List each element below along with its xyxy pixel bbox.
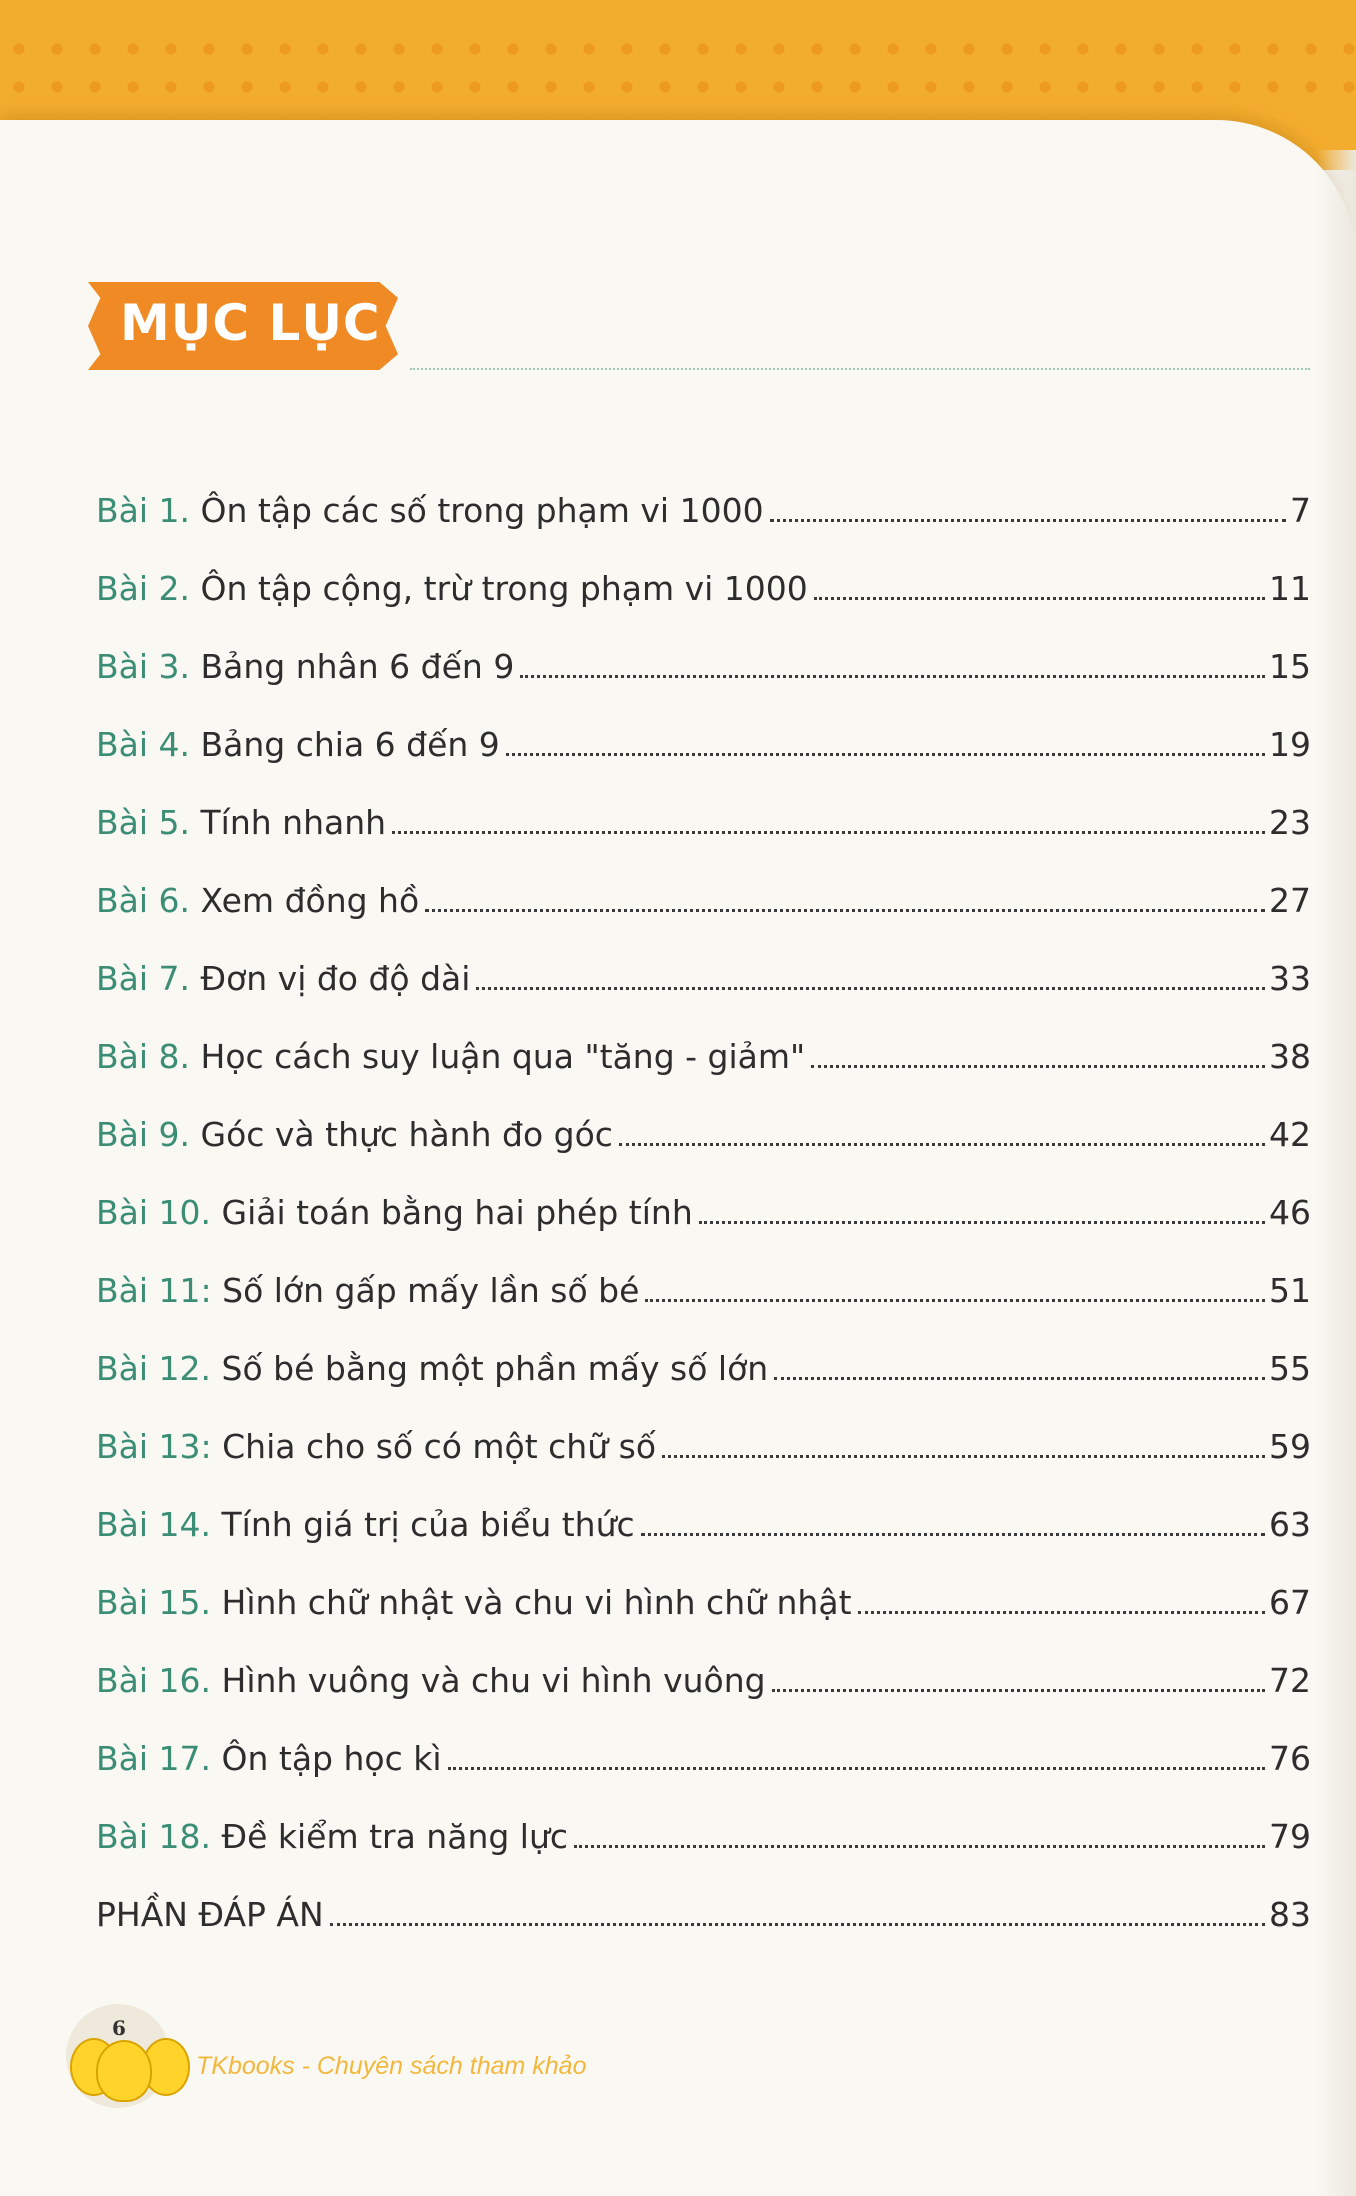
toc-entry-title [96,1817,568,1856]
toc-entry[interactable] [96,1094,1311,1154]
leader-dots [392,831,1265,834]
toc-entry[interactable] [96,1484,1311,1544]
toc-entry-page: 33 [1269,959,1311,998]
toc-entry-text: Bảng chia 6 đến 9 [190,725,500,764]
toc-entry-text: Ôn tập học kì [211,1739,442,1778]
toc-entry-number: Bài 11: [96,1271,212,1310]
toc-entry-page: 7 [1290,491,1311,530]
leader-dots [476,987,1265,990]
toc-entry-page: 76 [1269,1739,1311,1778]
toc-entry-number: Bài 9. [96,1115,191,1154]
toc-entry-title [96,491,764,530]
page-title: MỤC LỤC [120,294,381,352]
leader-dots [448,1767,1266,1770]
toc-entry-page: 67 [1269,1583,1311,1622]
toc-entry-text: Tính nhanh [190,803,387,842]
toc-entry-title [96,881,419,920]
leader-dots [858,1611,1265,1614]
toc-entry-title [96,725,500,764]
toc-entry[interactable] [96,626,1311,686]
leader-dots [774,1377,1265,1380]
leader-dots [330,1923,1265,1926]
toc-entry-number: Bài 6. [96,881,191,920]
leader-dots [811,1065,1265,1068]
toc-entry[interactable] [96,548,1311,608]
toc-entry-page: 79 [1269,1817,1311,1856]
toc-entry-number: Bài 15. [96,1583,212,1622]
leader-dots [699,1221,1265,1224]
toc-entry[interactable] [96,938,1311,998]
toc-entry-title [96,803,386,842]
toc-entry-text: Đề kiểm tra năng lực [211,1817,569,1856]
toc-entry[interactable] [96,1562,1311,1622]
leader-dots [770,519,1286,522]
toc-entry-answers[interactable] [96,1874,1311,1934]
toc-entry-page: 83 [1269,1895,1311,1934]
page-number: 6 [112,2016,126,2040]
toc-entry-page: 19 [1269,725,1311,764]
leader-dots [662,1455,1265,1458]
toc-entry-number: Bài 5. [96,803,191,842]
toc-entry-page: 15 [1269,647,1311,686]
toc-entry[interactable] [96,1796,1311,1856]
toc-entry-page: 63 [1269,1505,1311,1544]
toc-entry-number: Bài 7. [96,959,191,998]
toc-entry-page: 27 [1269,881,1311,920]
toc-entry-title [96,569,808,608]
footer-publisher-text: TKbooks - Chuyên sách tham khảo [196,2052,587,2080]
toc-entry-page: 11 [1269,569,1311,608]
leader-dots [520,675,1265,678]
toc-entry[interactable] [96,1406,1311,1466]
toc-entry-number: Bài 8. [96,1037,191,1076]
toc-entry-text: Ôn tập các số trong phạm vi 1000 [190,491,764,530]
toc-entry-number: Bài 2. [96,569,191,608]
toc-entry-number: Bài 13: [96,1427,212,1466]
leader-dots [619,1143,1265,1146]
toc-entry-text: Tính giá trị của biểu thức [211,1505,635,1544]
toc-entry-title [96,1037,805,1076]
elephant-mascot-icon [96,2040,152,2102]
toc-entry-text: PHẦN ĐÁP ÁN [96,1895,324,1934]
toc-entry-text: Góc và thực hành đo góc [190,1115,613,1154]
toc-entry[interactable] [96,1016,1311,1076]
toc-entry-number: Bài 3. [96,647,191,686]
toc-entry-title [96,1193,693,1232]
toc-entry-page: 46 [1269,1193,1311,1232]
toc-entry-text: Số bé bằng một phần mấy số lớn [211,1349,769,1388]
toc-entry[interactable] [96,704,1311,764]
leader-dots [772,1689,1265,1692]
dot-pattern [0,30,1356,120]
toc-entry-number: Bài 16. [96,1661,212,1700]
toc-entry-title [96,1505,635,1544]
leader-dots [641,1533,1265,1536]
toc-entry[interactable] [96,470,1311,530]
toc-entry[interactable] [96,1328,1311,1388]
toc-entry-number: Bài 4. [96,725,191,764]
leader-dots [645,1299,1265,1302]
toc-entry-page: 55 [1269,1349,1311,1388]
toc-entry-title [96,959,470,998]
leader-dots [506,753,1265,756]
toc-entry[interactable] [96,1172,1311,1232]
toc-entry-number: Bài 14. [96,1505,212,1544]
toc-entry-text: Ôn tập cộng, trừ trong phạm vi 1000 [190,569,808,608]
toc-entry-title [96,1583,852,1622]
toc-entry-text: Bảng nhân 6 đến 9 [190,647,515,686]
toc-entry-title [96,1661,766,1700]
toc-entry-text: Hình chữ nhật và chu vi hình chữ nhật [211,1583,852,1622]
leader-dots [574,1845,1265,1848]
toc-entry[interactable] [96,1250,1311,1310]
toc-entry-title [96,1739,442,1778]
leader-dots [814,597,1265,600]
toc-entry-number: Bài 1. [96,491,191,530]
leader-dots [425,909,1265,912]
toc-entry-page: 23 [1269,803,1311,842]
toc-entry-number: Bài 10. [96,1193,212,1232]
toc-entry-page: 51 [1269,1271,1311,1310]
toc-entry-text: Học cách suy luận qua "tăng - giảm" [190,1037,806,1076]
toc-entry-title [96,647,514,686]
toc-entry-text: Giải toán bằng hai phép tính [211,1193,693,1232]
toc-entry-text: Đơn vị đo độ dài [190,959,471,998]
page-edge-shadow [1316,150,1356,2196]
toc-entry-title [96,1895,324,1934]
toc-entry[interactable] [96,1718,1311,1778]
toc-entry-title [96,1115,613,1154]
toc-entry-title [96,1427,656,1466]
toc-entry-text: Xem đồng hồ [190,881,420,920]
toc-entry-title [96,1271,639,1310]
toc-entry-number: Bài 18. [96,1817,212,1856]
toc-entry-page: 59 [1269,1427,1311,1466]
toc-entry-number: Bài 17. [96,1739,212,1778]
toc-entry-page: 42 [1269,1115,1311,1154]
toc-entry-text: Chia cho số có một chữ số [211,1427,657,1466]
toc-entry[interactable] [96,860,1311,920]
toc-entry-number: Bài 12. [96,1349,212,1388]
toc-entry-text: Số lớn gấp mấy lần số bé [211,1271,640,1310]
toc-entry-page: 72 [1269,1661,1311,1700]
toc-entry[interactable] [96,1640,1311,1700]
toc-entry-title [96,1349,768,1388]
title-rule [410,368,1310,370]
toc-entry-text: Hình vuông và chu vi hình vuông [211,1661,766,1700]
toc-entry[interactable] [96,782,1311,842]
toc-entry-page: 38 [1269,1037,1311,1076]
